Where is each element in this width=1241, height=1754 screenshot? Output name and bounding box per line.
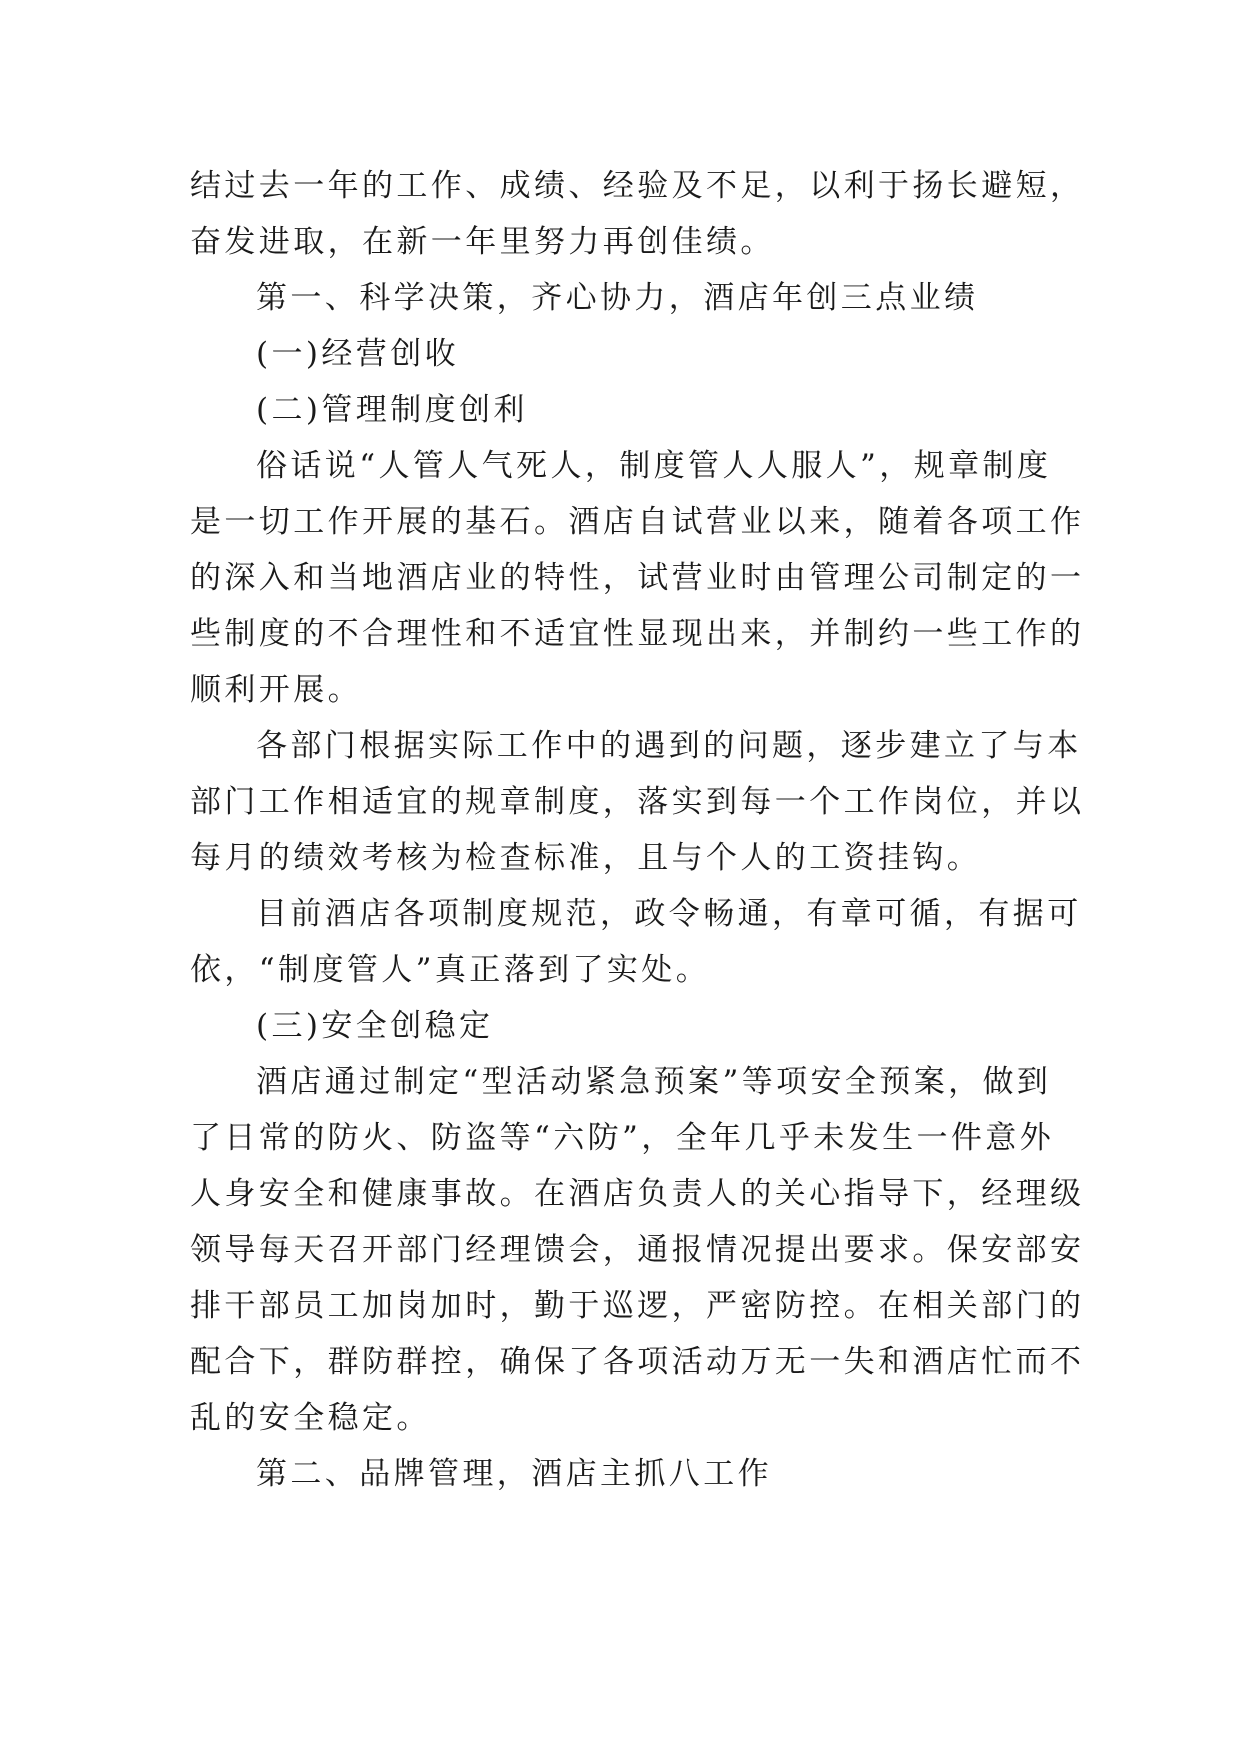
text-line: 乱的安全稳定。 [190,1400,431,1436]
section-heading: 第一、科学决策，齐心协力，酒店年创三点业绩 [256,280,979,316]
text-line: 奋发进取，在新一年里努力再创佳绩。 [190,224,775,260]
text-line: 人身安全和健康事故。在酒店负责人的关心指导下，经理级 [190,1176,1085,1212]
text-line: 顺利开展。 [190,672,362,708]
subsection-heading: (三)安全创稳定 [256,1008,494,1044]
document-body [190,158,1085,1502]
text-line: 酒店通过制定“型活动紧急预案”等项安全预案，做到 [256,1064,1052,1100]
text-line: 配合下，群防群控，确保了各项活动万无一失和酒店忙而不 [190,1344,1085,1380]
text-line: 领导每天召开部门经理馈会，通报情况提出要求。保安部安 [190,1232,1085,1268]
text-line: 排干部员工加岗加时，勤于巡逻，严密防控。在相关部门的 [190,1288,1085,1324]
text-line: 部门工作相适宜的规章制度，落实到每一个工作岗位，并以 [190,784,1085,820]
subsection-heading: (二)管理制度创利 [256,392,528,428]
text-line: 些制度的不合理性和不适宜性显现出来，并制约一些工作的 [190,616,1085,652]
text-line: 依，“制度管人”真正落到了实处。 [190,952,711,988]
text-line: 的深入和当地酒店业的特性，试营业时由管理公司制定的一 [190,560,1085,596]
text-line: 每月的绩效考核为检查标准，且与个人的工资挂钩。 [190,840,982,876]
text-line: 是一切工作开展的基石。酒店自试营业以来，随着各项工作 [190,504,1085,540]
text-line: 各部门根据实际工作中的遇到的问题，逐步建立了与本 [256,728,1082,764]
text-line: 目前酒店各项制度规范，政令畅通，有章可循，有据可 [256,896,1082,932]
text-line: 了日常的防火、防盗等“六防”，全年几乎未发生一件意外 [190,1120,1055,1156]
section-heading: 第二、品牌管理，酒店主抓八工作 [256,1456,772,1492]
subsection-heading: (一)经营创收 [256,336,459,372]
text-line: 俗话说“人管人气死人，制度管人人服人”，规章制度 [256,448,1052,484]
text-line: 结过去一年的工作、成绩、经验及不足，以利于扬长避短， [190,168,1085,204]
